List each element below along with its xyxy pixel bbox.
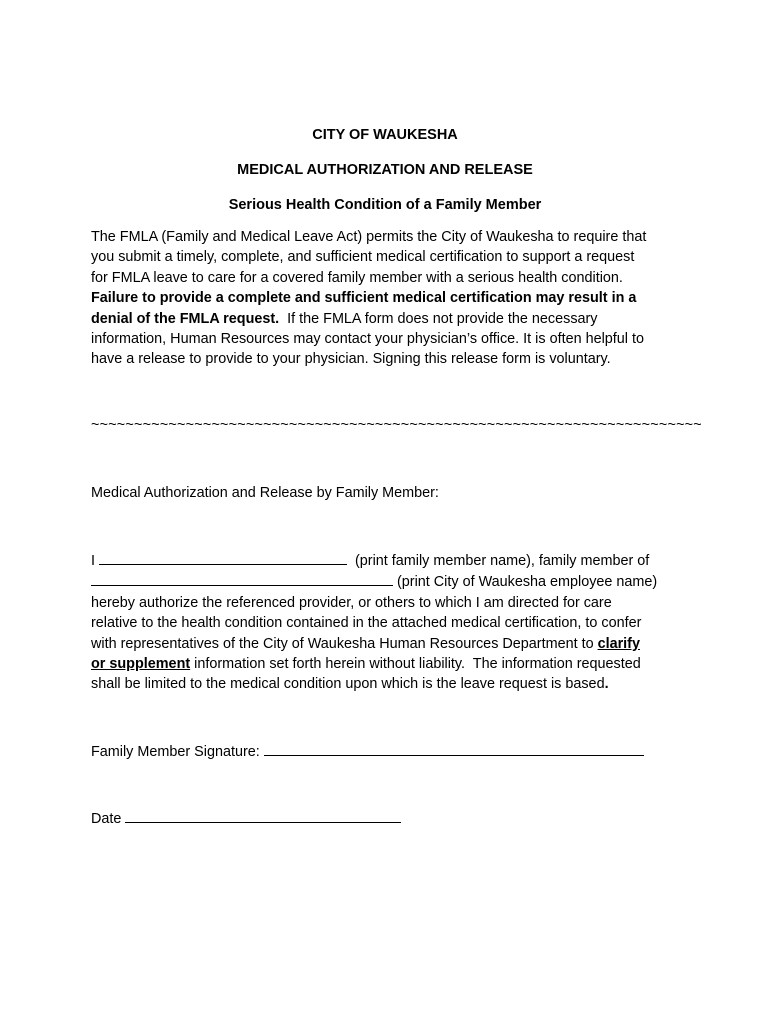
date-label: Date xyxy=(91,811,122,827)
intro-warning-line: Failure to provide a complete and sufficient medical certification may result in a xyxy=(91,290,637,307)
intro-line: have a release to provide to your physician. Signing this release form is voluntary. xyxy=(91,351,611,368)
form-subtitle: Serious Health Condition of a Family Member xyxy=(228,197,542,213)
signature-label: Family Member Signature: xyxy=(91,744,260,760)
section-heading: Medical Authorization and Release by Family Member: xyxy=(91,485,439,501)
authorization-line xyxy=(91,674,691,694)
form-title: MEDICAL AUTHORIZATION AND RELEASE xyxy=(237,162,533,178)
intro-line: The FMLA (Family and Medical Leave Act) permits the City of Waukesha to require that xyxy=(91,229,647,245)
family-member-name-field[interactable] xyxy=(99,550,347,565)
separator-line: ~~~~~~~~~~~~~~~~~~~~~~~~~~~~~~~~~~~~~~~~~~~~~~~~~~~~~~~~~~~~~~~~~~~~~~~ xyxy=(91,417,702,433)
intro-line: you submit a timely, complete, and sufficient medical certification to support a request xyxy=(91,249,635,266)
authorization-line xyxy=(91,654,691,674)
city-title: CITY OF WAUKESHA xyxy=(312,127,458,143)
family-member-name-caption: (print family member name), family member of xyxy=(355,553,650,569)
employee-name-caption: (print City of Waukesha employee name) xyxy=(397,574,658,591)
authorization-text: shall be limited to the medical condition upon which is the leave request is based xyxy=(91,676,605,693)
intro-line: information, Human Resources may contact your physician’s office. It is often helpful to xyxy=(91,331,644,348)
authorization-line xyxy=(91,571,691,592)
authorization-line: relative to the health condition contained in the attached medical certification, to confer xyxy=(91,615,642,632)
clarify-emphasis: clarify xyxy=(597,635,640,652)
intro-line: for FMLA leave to care for a covered family member with a serious health condition. xyxy=(91,269,623,286)
date-row xyxy=(91,808,401,828)
closing-period: . xyxy=(604,676,609,693)
authorization-line xyxy=(91,550,691,571)
authorization-pronoun: I xyxy=(91,553,95,569)
intro-paragraph xyxy=(91,227,691,370)
signature-row xyxy=(91,741,644,761)
signature-field[interactable] xyxy=(264,741,644,756)
supplement-emphasis: or supplement xyxy=(91,656,191,673)
authorization-text: information set forth herein without liability. The information requested xyxy=(190,656,641,673)
authorization-line xyxy=(91,634,691,654)
authorization-paragraph xyxy=(91,550,691,695)
intro-line xyxy=(91,309,691,329)
date-field[interactable] xyxy=(125,808,401,823)
intro-warning-text: denial of the FMLA request. xyxy=(91,310,280,327)
authorization-line: hereby authorize the referenced provider, or others to which I am directed for care xyxy=(91,594,612,611)
intro-text: If the FMLA form does not provide the necessary xyxy=(279,310,598,327)
employee-name-field[interactable] xyxy=(91,571,393,586)
authorization-text: with representatives of the City of Waukesha Human Resources Department to xyxy=(91,635,598,652)
